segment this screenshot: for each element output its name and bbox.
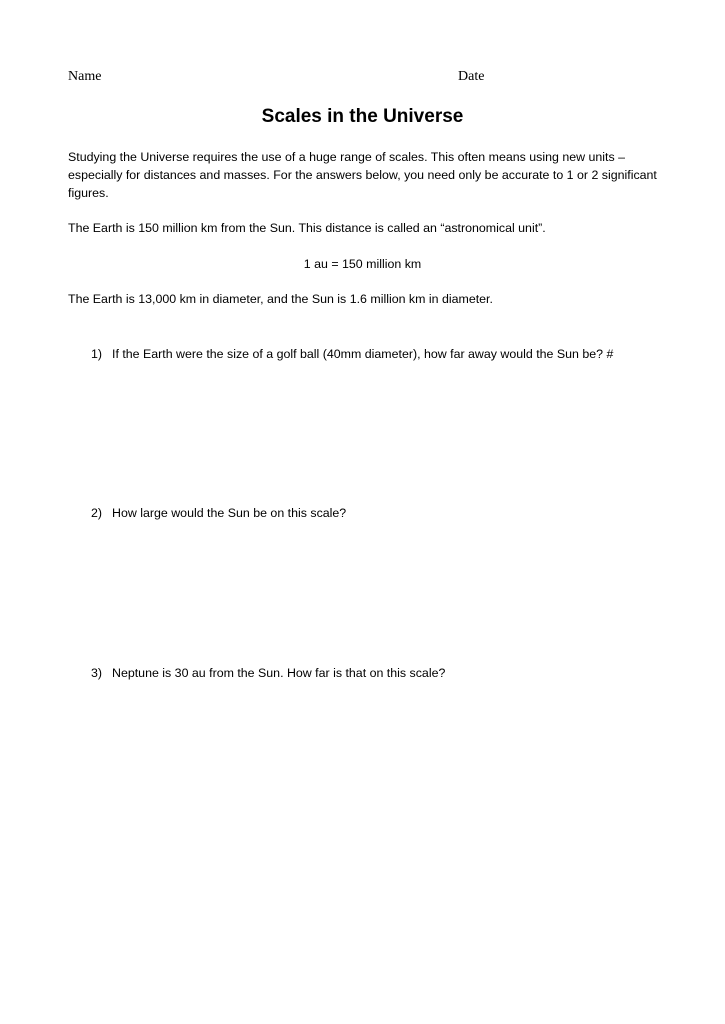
question-3 xyxy=(91,664,691,682)
au-equation: 1 au = 150 million km xyxy=(303,257,422,271)
intro-paragraph: Studying the Universe requires the use of a huge range of scales. This often means using new units – especially for distances and masses. For the answers below, you need only be accurate to 1 or 2 significant figures. xyxy=(68,150,657,200)
question-text: How large would the Sun be on this scale? xyxy=(112,506,347,520)
question-text: If the Earth were the size of a golf ball (40mm diameter), how far away would the Sun be? # xyxy=(112,347,614,361)
page-title: Scales in the Universe xyxy=(261,106,464,127)
question-2 xyxy=(91,504,691,522)
question-number: 2) xyxy=(91,506,103,520)
question-text: Neptune is 30 au from the Sun. How far is that on this scale? xyxy=(112,666,446,680)
question-number: 3) xyxy=(91,666,103,680)
au-definition-paragraph: The Earth is 150 million km from the Sun. This distance is called an “astronomical unit”. xyxy=(68,221,546,235)
name-label: Name xyxy=(68,69,102,84)
question-1 xyxy=(91,345,691,363)
diameters-paragraph: The Earth is 13,000 km in diameter, and the Sun is 1.6 million km in diameter. xyxy=(68,292,493,306)
date-label: Date xyxy=(458,69,485,84)
question-number: 1) xyxy=(91,347,103,361)
